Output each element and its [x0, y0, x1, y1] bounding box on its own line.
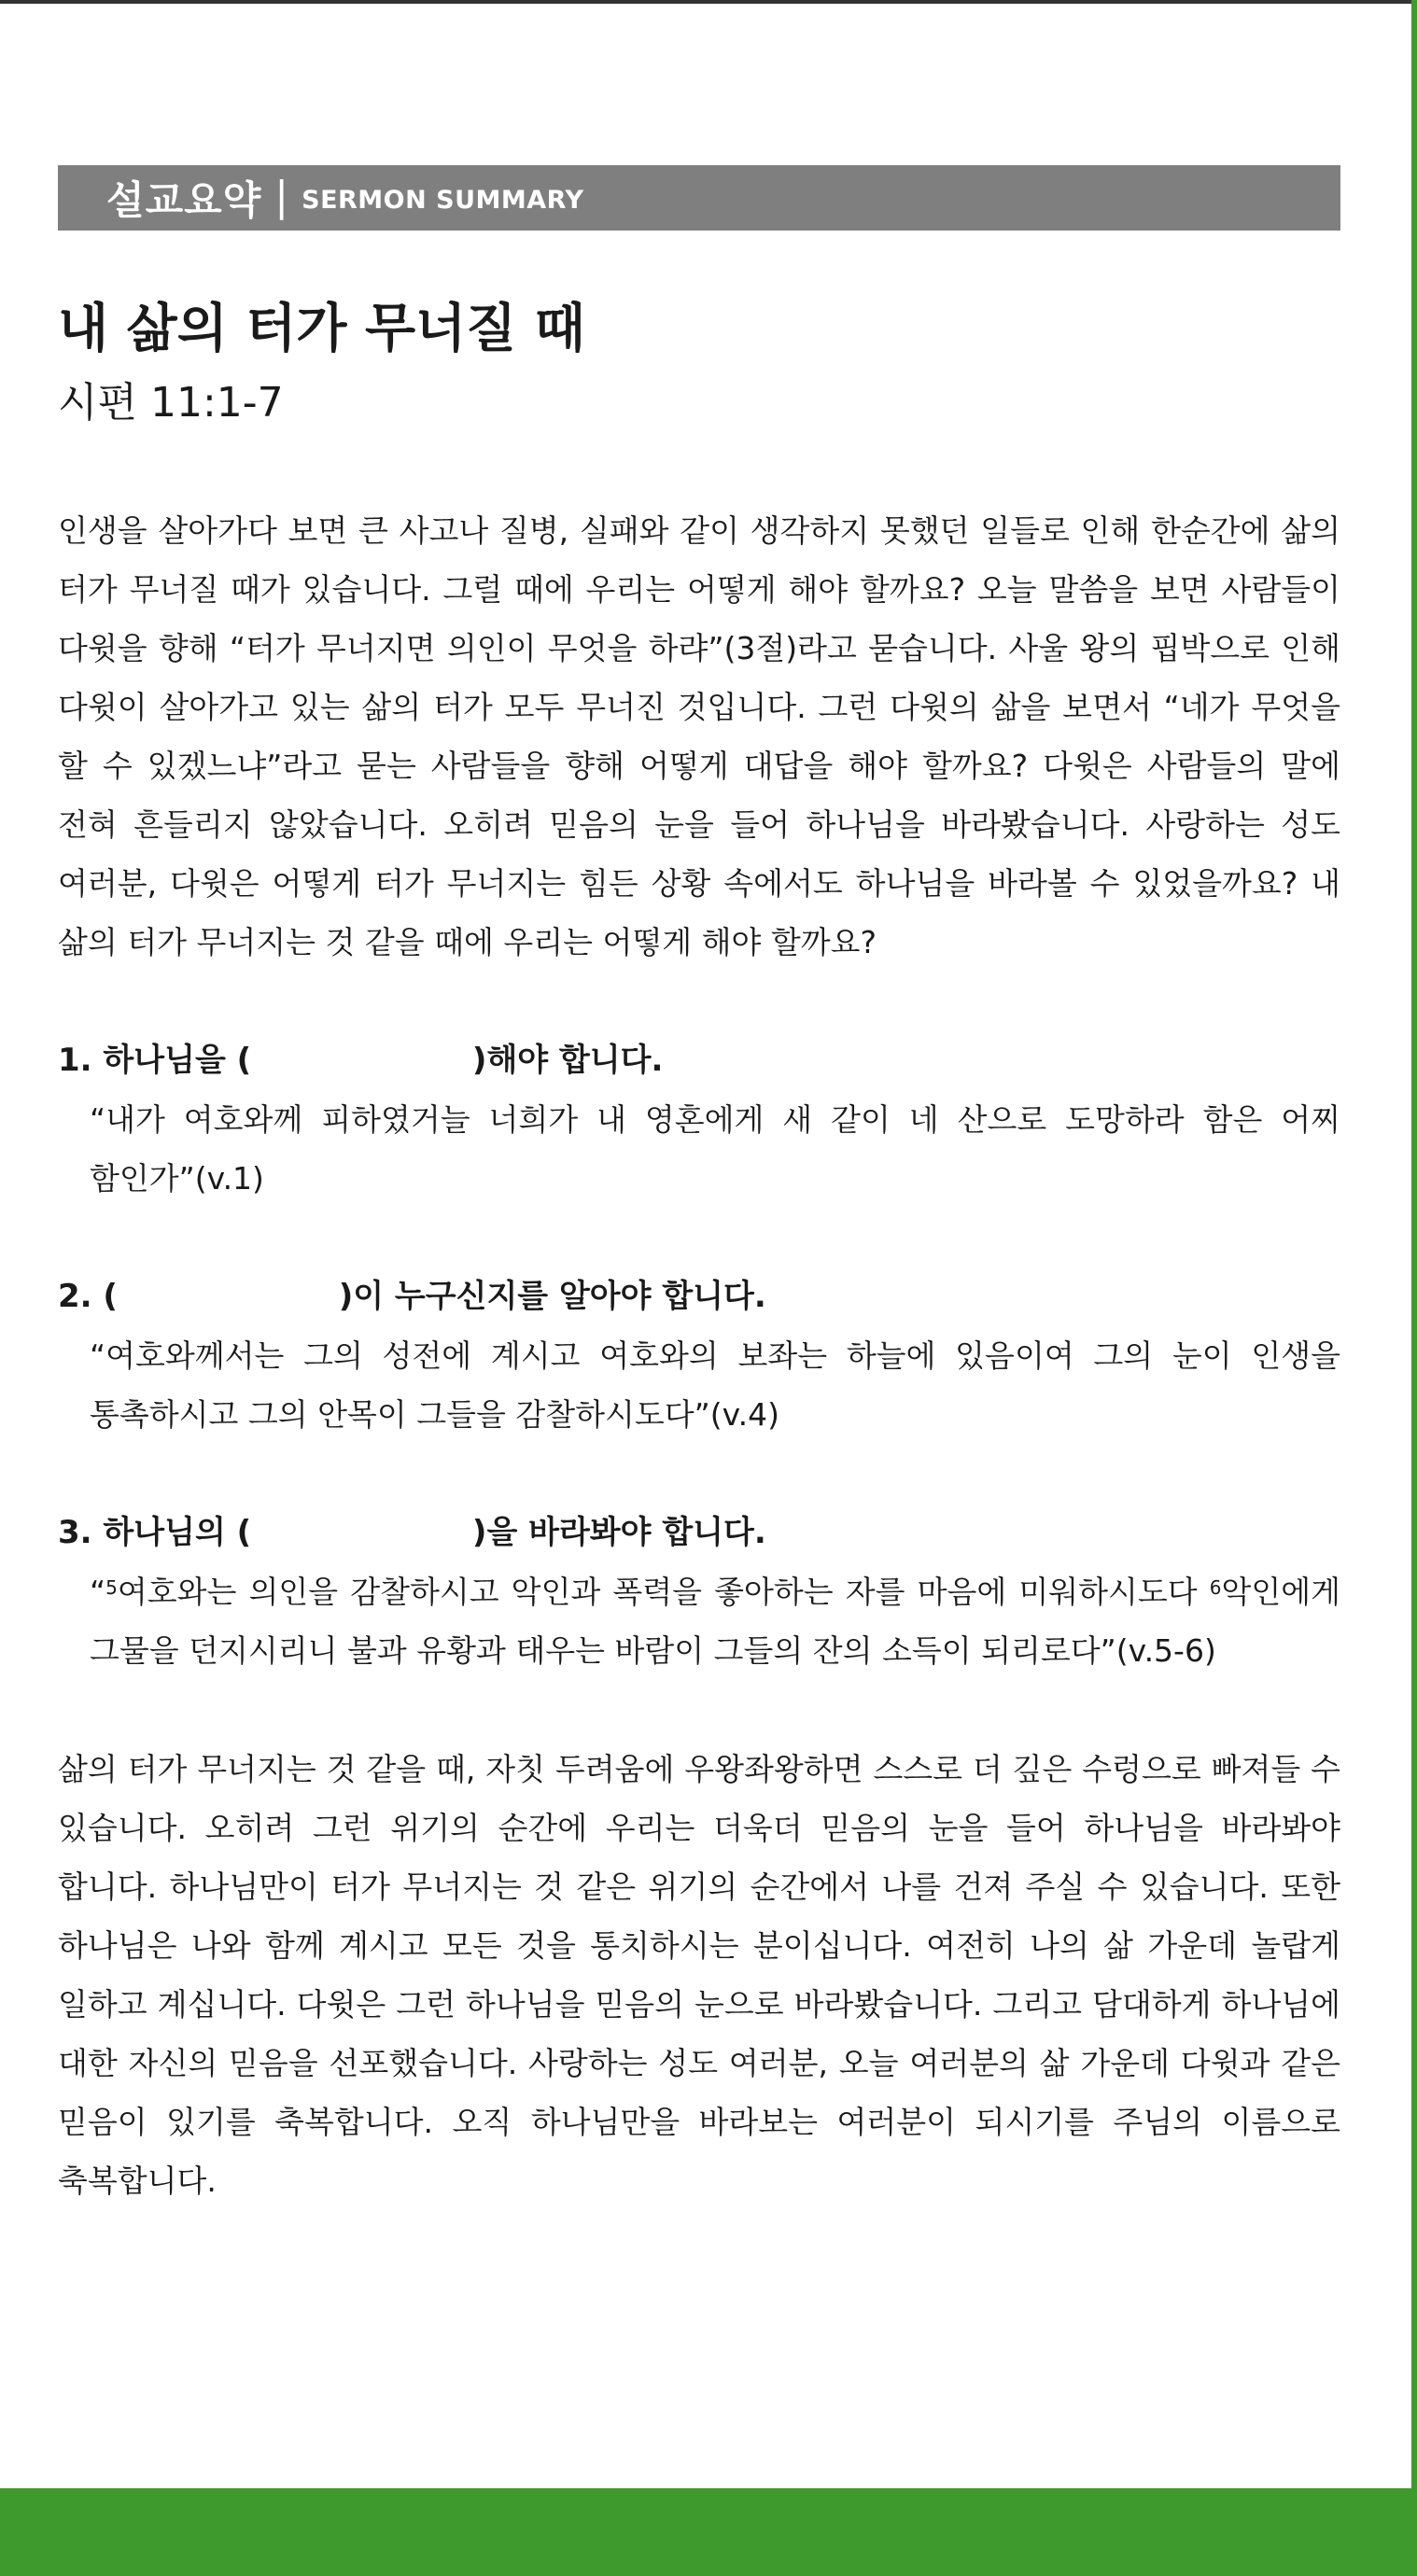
verse-number-6: 6 [1209, 1575, 1222, 1599]
verse-6-text: 악인에게 그물을 던지시리니 불과 유황과 태우는 바람이 그들의 잔의 소득이 되리로다”(v.5-6) [90, 1573, 1340, 1669]
point-2-quote: “여호와께서는 그의 성전에 계시고 여호와의 보좌는 하늘에 있음이여 그의 눈이 인생을 통촉하시고 그의 안목이 그들을 감찰하시도다”(v.4) [90, 1337, 1340, 1433]
top-rule [0, 0, 1417, 4]
point-2-heading: 2. ( )이 누구신지를 알아야 합니다. [58, 1277, 766, 1315]
sermon-summary-page [58, 165, 1340, 2210]
point-3-quote [90, 1562, 1340, 1680]
point-1 [58, 1031, 1340, 1208]
footer-bar [0, 2488, 1417, 2576]
header-separator: | [274, 172, 289, 220]
scripture-reference: 시편 11:1-7 [58, 379, 284, 427]
verse-number-5: 5 [105, 1575, 118, 1599]
right-edge-rule [1411, 0, 1417, 2576]
point-2 [58, 1267, 1340, 1444]
point-1-heading: 1. 하나님을 ( )해야 합니다. [58, 1041, 664, 1079]
section-header-bar [58, 165, 1340, 231]
sermon-title: 내 삶의 터가 무너질 때 [58, 299, 585, 359]
point-3-heading: 3. 하나님의 ( )을 바라봐야 합니다. [58, 1513, 766, 1551]
point-1-quote: “내가 여호와께 피하였거늘 너희가 내 영혼에게 새 같이 네 산으로 도망하라 함은 어찌 함인가”(v.1) [90, 1100, 1340, 1197]
quote-open-mark: “ [90, 1573, 106, 1610]
verse-5-text: 여호와는 의인을 감찰하시고 악인과 폭력을 좋아하는 자를 마음에 미워하시도다 [117, 1573, 1210, 1610]
point-3 [58, 1504, 1340, 1680]
intro-paragraph: 인생을 살아가다 보면 큰 사고나 질병, 실패와 같이 생각하지 못했던 일들로 인해 한순간에 삶의 터가 무너질 때가 있습니다. 그럴 때에 우리는 어떻게 해야 할까요? 오늘 말씀을 보면 사람들이 다윗을 향해 “터가 무너지면 의인이 무엇을 하랴”(3절)라고 묻습니다. 사울 왕의 핍박으로 인해 다윗이 살아가고 있는 삶의 터가 모두 무너진 것입니다. 그런 다윗의 삶을 보면서 “네가 무엇을 할 수 있겠느냐”라고 묻는 사람들을 향해 어떻게 대답을 해야 할까요? 다윗은 사람들의 말에 전혀 흔들리지 않았습니다. 오히려 믿음의 눈을 들어 하나님을 바라봤습니다. 사랑하는 성도 여러분, 다윗은 어떻게 터가 무너지는 힘든 상황 속에서도 하나님을 바라볼 수 있었을까요? 내 삶의 터가 무너지는 것 같을 때에 우리는 어떻게 해야 할까요? [58, 511, 1340, 960]
header-title-korean: 설교요약 [106, 177, 262, 223]
header-title-english: SERMON SUMMARY [302, 185, 584, 215]
closing-paragraph: 삶의 터가 무너지는 것 같을 때, 자칫 두려움에 우왕좌왕하면 스스로 더 깊은 수렁으로 빠져들 수 있습니다. 오히려 그런 위기의 순간에 우리는 더욱더 믿음의 눈을 들어 하나님을 바라봐야 합니다. 하나님만이 터가 무너지는 것 같은 위기의 순간에서 나를 건져 주실 수 있습니다. 또한 하나님은 나와 함께 계시고 모든 것을 통치하시는 분이십니다. 여전히 나의 삶 가운데 놀랍게 일하고 계십니다. 다윗은 그런 하나님을 믿음의 눈으로 바라봤습니다. 그리고 담대하게 하나님에 대한 자신의 믿음을 선포했습니다. 사랑하는 성도 여러분, 오늘 여러분의 삶 가운데 다윗과 같은 믿음이 있기를 축복합니다. 오직 하나님만을 바라보는 여러분이 되시기를 주님의 이름으로 축복합니다. [58, 1750, 1340, 2199]
